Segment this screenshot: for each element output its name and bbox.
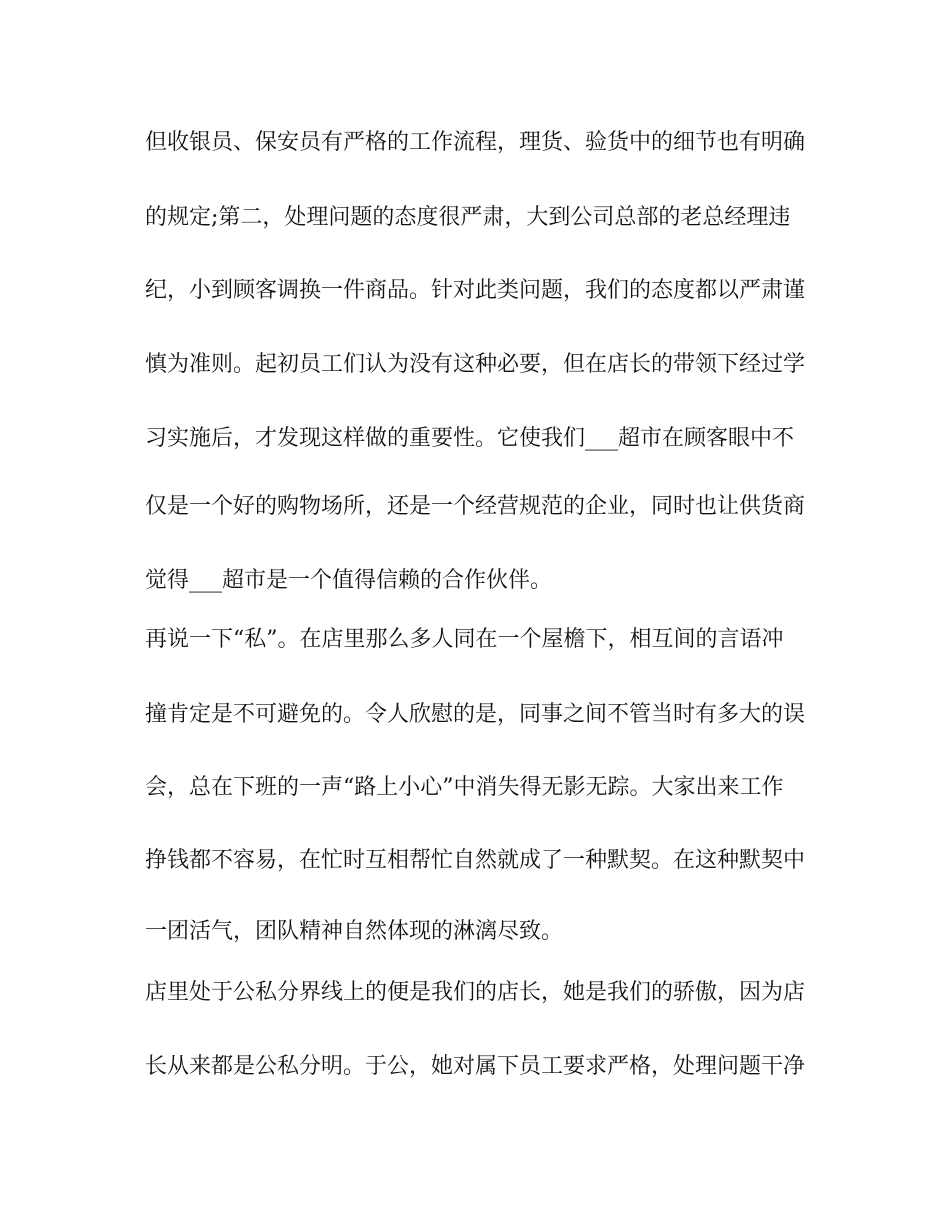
- text-line: 慎为准则。起初员工们认为没有这种必要，但在店长的带领下经过学: [145, 352, 805, 377]
- text-line: 觉得___超市是一个值得信赖的合作伙伴。: [145, 568, 553, 593]
- text-line: 店里处于公私分界线上的便是我们的店长，她是我们的骄傲，因为店: [145, 980, 805, 1005]
- text-line: 一团活气，团队精神自然体现的淋漓尽致。: [145, 919, 564, 944]
- text-line: 但收银员、保安员有严格的工作流程，理货、验货中的细节也有明确: [145, 130, 805, 155]
- text-line: 习实施后，才发现这样做的重要性。它使我们___超市在顾客眼中不: [145, 426, 795, 451]
- text-line: 挣钱都不容易，在忙时互相帮忙自然就成了一种默契。在这种默契中: [145, 848, 805, 873]
- text-line: 仅是一个好的购物场所，还是一个经营规范的企业，同时也让供货商: [145, 494, 805, 519]
- text-line: 会，总在下班的一声“路上小心”中消失得无影无踪。大家出来工作: [145, 775, 784, 800]
- text-line: 的规定;第二，处理问题的态度很严肃，大到公司总部的老总经理违: [145, 205, 791, 230]
- text-line: 长从来都是公私分明。于公，她对属下员工要求严格，处理问题干净: [145, 1054, 805, 1079]
- text-line: 纪，小到顾客调换一件商品。针对此类问题，我们的态度都以严肃谨: [145, 278, 805, 303]
- text-line: 撞肯定是不可避免的。令人欣慰的是，同事之间不管当时有多大的误: [145, 702, 805, 727]
- text-line: 再说一下“私”。在店里那么多人同在一个屋檐下，相互间的言语冲: [145, 627, 784, 652]
